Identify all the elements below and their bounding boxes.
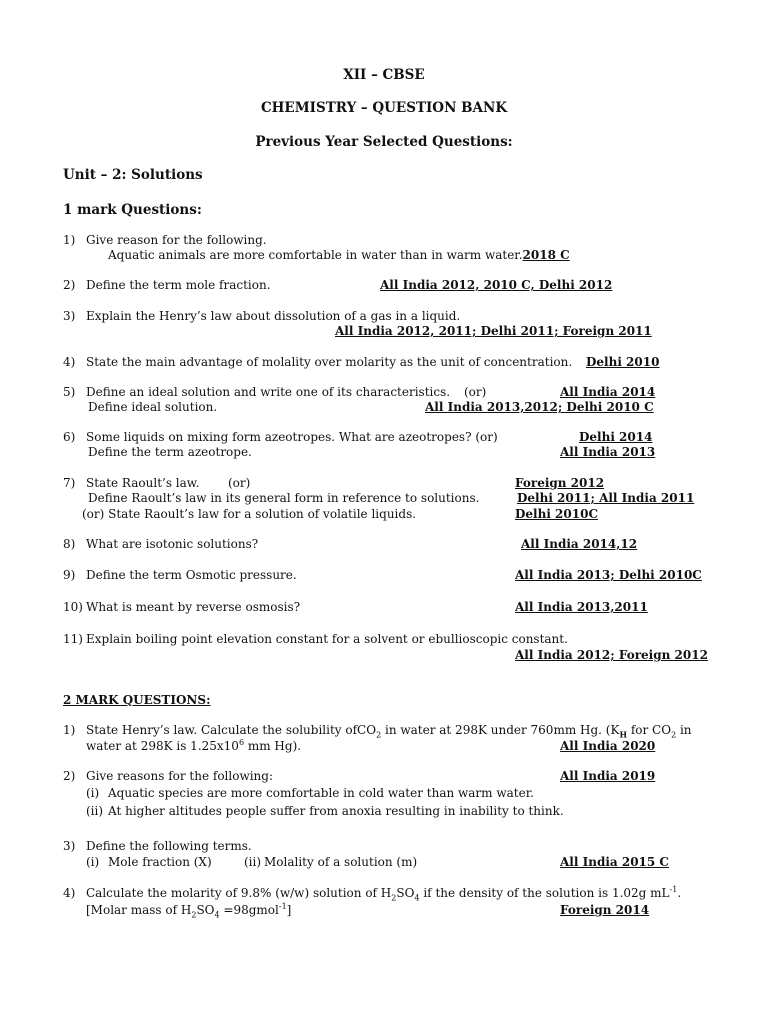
tq1-part-a: State Henry’s law. Calculate the solubility ofCO: [86, 723, 377, 737]
tq4-line2a: [Molar mass of H: [86, 903, 192, 917]
two-mark-title: 2 MARK QUESTIONS:: [63, 693, 211, 707]
q6-source: Delhi 2014: [579, 430, 653, 444]
tq4-sub-b: 4: [414, 893, 420, 903]
q7-source-2: Delhi 2011; All India 2011: [517, 491, 695, 505]
q7-source-3: Delhi 2010C: [515, 507, 599, 521]
tq2-sub1-number: (i): [86, 786, 100, 800]
header-subtitle: Previous Year Selected Questions:: [255, 134, 513, 150]
tq4-sup-c: -1: [669, 885, 678, 894]
q7-text-2: Define Raoult’s law in its general form in reference to solutions.: [88, 491, 480, 505]
q5-source-2: All India 2013,2012; Delhi 2010 C: [425, 400, 654, 414]
q1-source: 2018 C: [522, 248, 570, 262]
q11-number: 11): [63, 632, 83, 646]
q2-source: All India 2012, 2010 C, Delhi 2012: [380, 278, 613, 292]
q2-number: 2): [63, 278, 76, 292]
tq4-number: 4): [63, 886, 76, 900]
tq1-text: [86, 723, 692, 738]
tq1-sub-c: 2: [671, 730, 677, 740]
tq4-l2-sup: -1: [278, 902, 287, 911]
header-subject: CHEMISTRY – QUESTION BANK: [260, 100, 508, 116]
q3-source: All India 2012, 2011; Delhi 2011; Foreign 2011: [335, 324, 652, 338]
q5-number: 5): [63, 385, 76, 399]
header-class: XII – CBSE: [343, 67, 425, 83]
tq1-part-b: in water at 298K under 760mm Hg. (K: [381, 723, 620, 737]
q9-source: All India 2013; Delhi 2010C: [515, 568, 702, 582]
q4-number: 4): [63, 355, 76, 369]
q10-number: 10): [63, 600, 83, 614]
tq1-line2b: mm Hg).: [244, 739, 302, 753]
q11-text: Explain boiling point elevation constant for a solvent or ebullioscopic constant.: [86, 632, 568, 646]
tq4-line2b: SO: [196, 903, 215, 917]
q1-text-2: [108, 248, 570, 263]
q1-number: 1): [63, 233, 76, 247]
q7-text-3: (or) State Raoult’s law for a solution of volatile liquids.: [82, 507, 417, 521]
tq2-source: All India 2019: [560, 769, 656, 783]
tq1-part-d: in: [676, 723, 692, 737]
q9-text: Define the term Osmotic pressure.: [86, 568, 297, 582]
tq4-line2c: =98gmol: [219, 903, 279, 917]
tq4-part-a: Calculate the molarity of 9.8% (w/w) solution of H: [86, 886, 392, 900]
q7-source: Foreign 2012: [515, 476, 605, 490]
q6-source-2: All India 2013: [560, 445, 656, 459]
tq4-text-2: [86, 903, 291, 918]
tq4-source: Foreign 2014: [560, 903, 650, 917]
tq1-sub-a: 2: [376, 730, 382, 740]
q6-text-2: Define the term azeotrope.: [88, 445, 252, 459]
tq1-sup: 6: [238, 738, 245, 747]
tq2-sub2-text: At higher altitudes people suffer from anoxia resulting in inability to think.: [108, 804, 564, 818]
tq4-part-d: .: [677, 886, 682, 900]
q5-or: (or): [464, 385, 487, 399]
q5-source: All India 2014: [560, 385, 656, 399]
tq3-text: Define the following terms.: [86, 839, 252, 853]
tq4-sub-a: 2: [391, 893, 397, 903]
tq4-line2d: ]: [286, 903, 292, 917]
q5-text-2: Define ideal solution.: [88, 400, 218, 414]
q10-text: What is meant by reverse osmosis?: [86, 600, 301, 614]
tq3-sub2-text: Molality of a solution (m): [264, 855, 418, 869]
unit-title: Unit – 2: Solutions: [63, 167, 203, 183]
tq4-l2-sub1: 2: [191, 910, 197, 920]
tq4-part-b: SO: [396, 886, 415, 900]
tq2-sub2-number: (ii): [86, 804, 104, 818]
tq4-text: [86, 886, 681, 901]
q6-text: Some liquids on mixing form azeotropes. What are azeotropes? (or): [86, 430, 498, 444]
one-mark-title: 1 mark Questions:: [63, 202, 202, 218]
tq1-source: All India 2020: [560, 739, 656, 753]
q7-number: 7): [63, 476, 76, 490]
q7-or: (or): [228, 476, 251, 490]
q3-text: Explain the Henry’s law about dissolution of a gas in a liquid.: [86, 309, 461, 323]
tq3-sub2-number: (ii): [244, 855, 262, 869]
q8-source: All India 2014,12: [521, 537, 638, 551]
q6-number: 6): [63, 430, 76, 444]
q1-line2: Aquatic animals are more comfortable in water than in warm water.: [108, 248, 523, 262]
tq3-source: All India 2015 C: [560, 855, 669, 869]
tq3-sub1-number: (i): [86, 855, 100, 869]
tq2-text: Give reasons for the following:: [86, 769, 274, 783]
tq1-line2a: water at 298K is 1.25x10: [86, 739, 239, 753]
tq1-sub-b: H: [619, 729, 627, 740]
tq2-number: 2): [63, 769, 76, 783]
tq3-sub1-text: Mole fraction (X): [108, 855, 212, 869]
tq1-number: 1): [63, 723, 76, 737]
q11-source: All India 2012; Foreign 2012: [515, 648, 708, 662]
tq1-part-c: for CO: [627, 723, 672, 737]
q1-text: Give reason for the following.: [86, 233, 267, 247]
tq2-sub1-text: Aquatic species are more comfortable in cold water than warm water.: [108, 786, 534, 800]
q10-source: All India 2013,2011: [515, 600, 648, 614]
q8-number: 8): [63, 537, 76, 551]
q8-text: What are isotonic solutions?: [86, 537, 259, 551]
q9-number: 9): [63, 568, 76, 582]
tq4-part-c: if the density of the solution is 1.02g mL: [419, 886, 670, 900]
tq3-number: 3): [63, 839, 76, 853]
q4-text: State the main advantage of molality over molarity as the unit of concentration.: [86, 355, 573, 369]
q4-source: Delhi 2010: [586, 355, 660, 369]
tq1-text-2: [86, 739, 301, 754]
q5-text: Define an ideal solution and write one of its characteristics.: [86, 385, 451, 399]
q7-text: State Raoult’s law.: [86, 476, 200, 490]
q2-text: Define the term mole fraction.: [86, 278, 271, 292]
q3-number: 3): [63, 309, 76, 323]
tq4-l2-sub2: 4: [214, 910, 220, 920]
